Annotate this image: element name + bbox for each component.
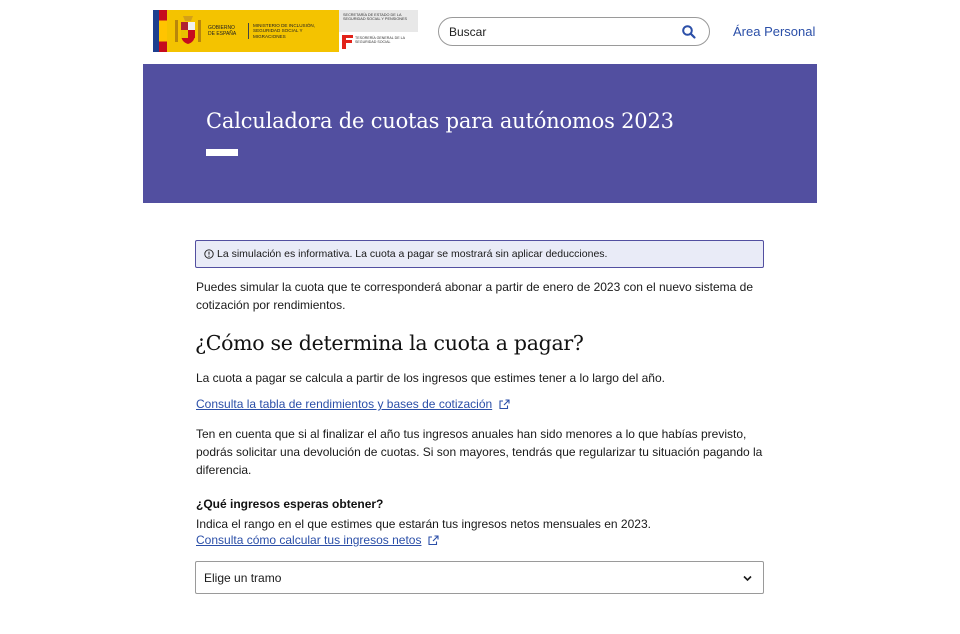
logo-tgss-text: TESORERÍA GENERAL DE LA SEGURIDAD SOCIAL xyxy=(355,36,405,45)
site-header xyxy=(153,10,817,54)
page-title: Calculadora de cuotas para autónomos 2023 xyxy=(206,109,674,133)
alert-text: La simulación es informativa. La cuota a pagar se mostrará sin aplicar deducciones. xyxy=(217,248,608,260)
ingresos-netos-link[interactable] xyxy=(196,533,439,547)
info-alert xyxy=(195,240,764,268)
select-value: Elige un tramo xyxy=(204,571,282,585)
logo-ministerio-text: MINISTERIO DE INCLUSIÓN, SEGURIDAD SOCIAL Y MIGRACIONES xyxy=(248,23,316,40)
question-hint: Indica el rango en el que estimes que estarán tus ingresos netos mensuales en 2023. xyxy=(196,517,651,531)
intro-paragraph: Puedes simular la cuota que te corresponderá abonar a partir de enero de 2023 con el nuevo sistema de cotización por rendimientos. xyxy=(196,280,754,312)
search-icon[interactable] xyxy=(681,24,697,40)
logo-secretaria-text: SECRETARÍA DE ESTADO DE LA SEGURIDAD SOCIAL Y PENSIONES xyxy=(339,10,418,32)
section-paragraph-1: La cuota a pagar se calcula a partir de los ingresos que estimes tener a lo largo del año. xyxy=(196,371,665,385)
chevron-down-icon xyxy=(742,573,753,584)
info-icon xyxy=(204,249,214,259)
ingresos-netos-link-text: Consulta cómo calcular tus ingresos netos xyxy=(196,533,422,547)
logo-tgss xyxy=(339,32,418,52)
logo-secretaria-block xyxy=(339,10,418,52)
coat-of-arms-icon xyxy=(173,14,203,48)
rendimientos-table-link-text: Consulta la tabla de rendimientos y bases de cotización xyxy=(196,397,493,411)
hero-banner xyxy=(143,64,817,203)
external-link-icon xyxy=(499,399,510,410)
title-underline-bar xyxy=(206,149,238,156)
external-link-icon xyxy=(428,535,439,546)
search-input[interactable] xyxy=(449,24,669,40)
search-box xyxy=(438,17,710,46)
section-paragraph-2: Ten en cuenta que si al finalizar el año tus ingresos anuales han sido menores a lo que habías previsto, podrás solicitar una devolución de cuotas. Si son mayores, tendrás que regularizar tu situación pagando la diferencia. xyxy=(196,427,763,477)
income-range-select[interactable] xyxy=(195,561,764,594)
section-heading: ¿Cómo se determina la cuota a pagar? xyxy=(195,331,584,355)
logo-gobierno-text: GOBIERNO DE ESPAÑA xyxy=(208,25,237,37)
tgss-icon xyxy=(340,34,354,50)
question-title: ¿Qué ingresos esperas obtener? xyxy=(196,497,384,511)
government-logo[interactable] xyxy=(153,10,418,52)
eu-spain-flag xyxy=(153,10,167,52)
logo-yellow-block xyxy=(167,10,339,52)
area-personal-link[interactable]: Área Personal xyxy=(733,24,816,39)
rendimientos-table-link[interactable] xyxy=(196,397,510,411)
